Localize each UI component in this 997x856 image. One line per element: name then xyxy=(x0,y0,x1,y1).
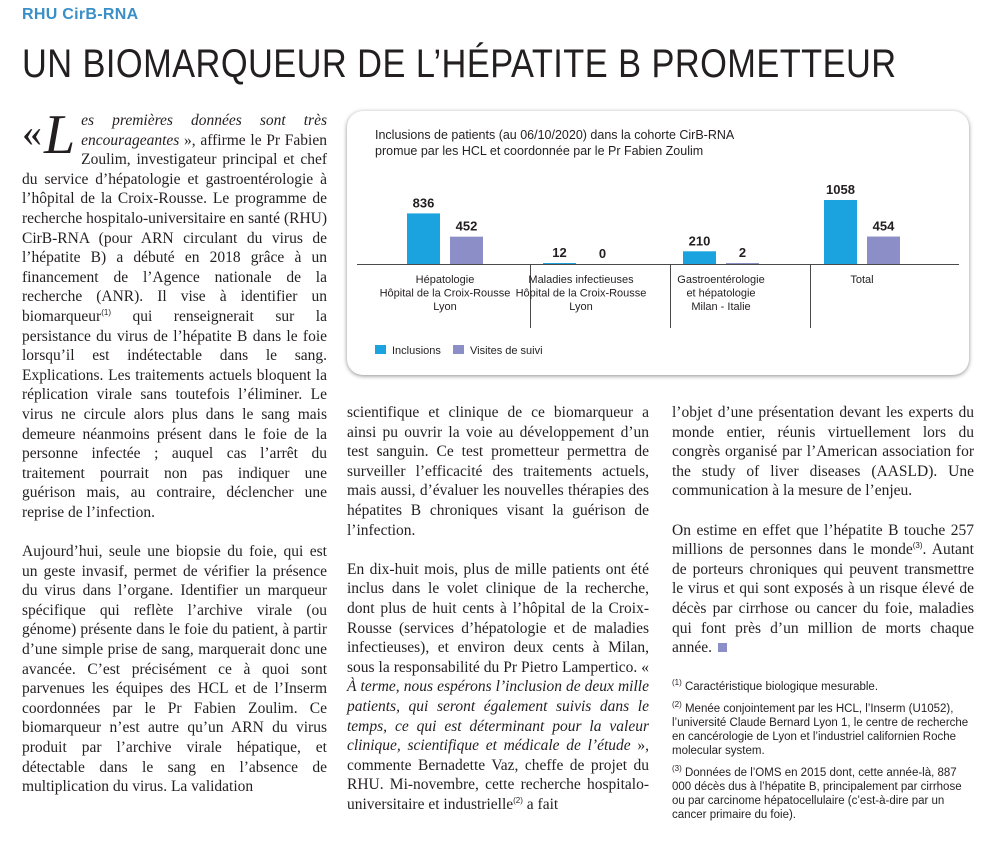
bar-visites xyxy=(726,263,759,264)
footnotes xyxy=(672,680,972,830)
opening-quote: « xyxy=(22,110,42,155)
category-label: Total xyxy=(850,274,874,286)
body-text: . Autant de porteurs chroniques qui peuvent transmettre le virus et qui sont exposés à un risque élevé de décès par cirrhose ou cancer du foie, maladies qui font près d’un million de morts chaque année. xyxy=(672,541,974,657)
footnote-text: Données de l’OMS en 2015 dont, cette année-là, 887 000 décès dus à l’hépatite B, principalement par cirrhose ou par carcinome hépatocellulaire (c’est-à-dire par un cancer primaire du foie). xyxy=(672,767,962,821)
category-label: et hépatologie xyxy=(686,287,756,300)
paragraph: scientifique et clinique de ce biomarqueur a ainsi pu ouvrir la voie au développement d’un test sanguin. Ce test prometteur permettra de surveiller l’efficacité des traitements actuels, mais aussi, d’évaluer les nouvelles thérapies des hépatites B chroniques visant la guérison de l’infection. xyxy=(347,404,649,539)
inclusions-chart xyxy=(347,111,969,375)
bar-value-label: 452 xyxy=(455,218,478,234)
category-label: Milan - Italie xyxy=(691,301,751,313)
body-text: a fait xyxy=(522,795,559,813)
legend-label: Visites de suivi xyxy=(470,345,543,357)
bar-value-label: 210 xyxy=(688,233,711,249)
category-label: Hépatologie xyxy=(415,274,475,286)
footnote-ref: (1) xyxy=(101,307,111,317)
legend-label: Inclusions xyxy=(392,345,441,357)
article-headline: UN BIOMARQUEUR DE L’HÉPATITE B PROMETTEUR xyxy=(22,42,897,86)
legend-swatch-visites xyxy=(453,345,464,354)
category-label: Hôpital de la Croix-Rousse xyxy=(515,287,647,300)
bar-value-label: 836 xyxy=(412,195,435,211)
chart-title-line: promue par les HCL et coordonnée par le Pr Fabien Zoulim xyxy=(375,144,704,158)
paragraph: Aujourd’hui, seule une biopsie du foie, qui est un geste invasif, permet de vérifier la présence du virus dans l’organe. Identifier un marqueur spécifique qui reflète l’archive virale (ou génome) présente dans le foie du patient, à partir d’une simple prise de sang, marquerait donc une avancée. C’est précisément ce à quoi sont parvenues les équipes des HCL et de l’Inserm coordonnées par le Pr Fabien Zoulim. Ce biomarqueur n’est autre qu’un ARN du virus produit par l’archive virale hépatique, et détectable dans le sang en l’absence de multiplication du virus. La validation xyxy=(22,543,327,796)
bar-visites xyxy=(450,237,483,264)
drop-cap-group xyxy=(22,104,76,166)
bar-value-label: 2 xyxy=(738,245,747,260)
bar-inclusions xyxy=(683,251,716,264)
paragraph xyxy=(347,560,649,815)
bar-value-label: 0 xyxy=(598,246,607,261)
footnote-ref: (2) xyxy=(513,795,523,805)
bar-inclusions xyxy=(407,213,440,264)
body-text: On estime en effet que l’hépatite B touche 257 millions de personnes dans le monde xyxy=(672,521,974,559)
category-label: Hôpital de la Croix-Rousse xyxy=(379,287,511,300)
category-label: Gastroentérologie xyxy=(677,274,765,286)
quote-text: es premières données sont très encourageantes xyxy=(81,112,327,149)
body-text: », commente Bernadette Vaz, cheffe de projet du RHU. Mi-novembre, cette recherche hospitalo-universitaire et industrielle xyxy=(347,737,649,813)
body-text: », affirme le Pr Fabien Zoulim, investigateur principal et chef du service d’hépatologie et gastroentérologie à l’hôpital de la Croix-Rousse. Le programme de recherche hospitalo-universitaire en santé (RHU) CirB-RNA (pour ARN circulant du virus de l’hépatite B) a débuté en 2018 grâce à un financement de l’Agence nationale de la recherche (ANR). Il vise à identifier un biomarqueur xyxy=(22,131,327,325)
category-label: Lyon xyxy=(569,301,593,313)
bar-inclusions xyxy=(824,200,857,264)
article-column-2 xyxy=(347,403,649,814)
body-text: En dix-huit mois, plus de mille patients ont été inclus dans le volet clinique de la recherche, dont plus de huit cents à l’hôpital de la Croix-Rousse (services d’hépatologie et de maladies infectieuses), et environ deux cents à Milan, sous la responsabilité du Pr Pietro Lampertico. « xyxy=(347,560,649,676)
section-kicker: RHU CirB-RNA xyxy=(22,6,139,23)
footnote-number: (1) xyxy=(672,678,682,688)
footnote-ref: (3) xyxy=(912,541,923,550)
bar-inclusions xyxy=(543,263,576,264)
bar-value-label: 12 xyxy=(552,245,567,260)
paragraph xyxy=(672,521,974,658)
footnote-number: (3) xyxy=(672,764,682,774)
body-text: qui renseignerait sur la persistance du virus de l’hépatite B dans le foie lorsqu’il est indétectable dans le sang. Explications. Les traitements actuels bloquent la réplication virale sans toutefois l’éliminer. Le virus ne circule alors plus dans le sang mais demeure néanmoins présent dans le foie de la personne infectée ; auquel cas l’arrêt du traitement pourrait non pas indiquer une guérison mais, au contraire, déclencher une reprise de l’infection. xyxy=(22,307,327,521)
drop-cap: L xyxy=(44,104,76,166)
footnote xyxy=(672,702,972,758)
category-label: Maladies infectieuses xyxy=(528,274,634,286)
bar-visites xyxy=(867,237,900,264)
bar-value-label: 1058 xyxy=(826,181,855,197)
legend-swatch-inclusions xyxy=(375,345,386,354)
bar-value-label: 454 xyxy=(872,218,895,234)
article-column-1 xyxy=(22,104,327,797)
paragraph xyxy=(22,104,327,522)
footnote-text: Caractéristique biologique mesurable. xyxy=(681,681,879,693)
footnote-text: Menée conjointement par les HCL, l’Inserm (U1052), l’université Claude Bernard Lyon 1, le centre de recherche en cancérologie de Lyon et l’industriel californien Roche molecular system. xyxy=(672,703,969,757)
footnote xyxy=(672,766,972,822)
chart-title-line: Inclusions de patients (au 06/10/2020) dans la cohorte CirB-RNA xyxy=(375,128,735,142)
chart-plot xyxy=(347,111,969,375)
category-label: Lyon xyxy=(433,301,457,313)
article-column-3 xyxy=(672,403,974,658)
footnote xyxy=(672,680,972,694)
paragraph: l’objet d’une présentation devant les experts du monde entier, réunis virtuellement lors du congrès organisé par l’American association for the study of liver diseases (AASLD). Une communication à la mesure de l’enjeu. xyxy=(672,404,974,500)
quote-text: À terme, nous espérons l’inclusion de deux mille patients, qui seront également suivis dans le temps, ce qui est déterminant pour la valeur clinique, scientifique et médicale de l’étude xyxy=(347,678,649,755)
end-mark-icon xyxy=(718,643,727,652)
footnote-number: (2) xyxy=(672,700,682,710)
